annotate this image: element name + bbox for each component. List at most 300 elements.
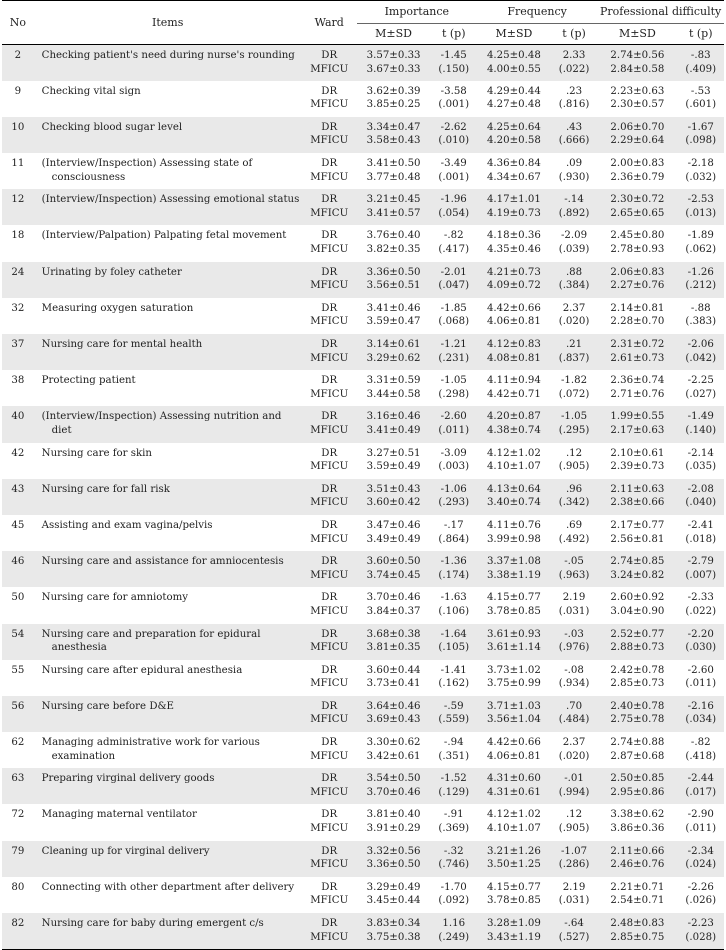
difficulty-msd-line2: 2.30±0.57 [610, 99, 665, 111]
difficulty-tp-line2: (.034) [685, 714, 717, 726]
difficulty-msd-line1: 2.14±0.81 [610, 302, 665, 314]
header-importance-tp: t (p) [431, 24, 477, 45]
table-row [2, 81, 724, 117]
importance-tp-cell [431, 45, 477, 81]
importance-tp-line2: (.129) [438, 786, 470, 798]
ward-cell [302, 117, 357, 153]
importance-msd-cell [357, 81, 431, 117]
importance-msd-cell [357, 479, 431, 515]
frequency-tp-cell [551, 913, 597, 949]
difficulty-tp-line1: -1.67 [687, 121, 714, 133]
frequency-msd-cell [477, 768, 551, 804]
importance-msd-line2: 3.60±0.42 [366, 497, 421, 509]
frequency-msd-cell [477, 153, 551, 189]
item-cell [34, 117, 302, 153]
difficulty-tp-line1: -2.23 [687, 918, 714, 929]
item-cell [34, 877, 302, 913]
difficulty-tp-cell [677, 370, 724, 406]
importance-msd-line1: 3.68±0.38 [366, 628, 421, 640]
difficulty-tp-line2: (.030) [685, 642, 717, 654]
ward-cell [302, 189, 357, 225]
frequency-tp-cell [551, 298, 597, 334]
difficulty-msd-line1: 2.00±0.83 [610, 158, 665, 170]
frequency-msd-line1: 3.71±1.03 [486, 700, 541, 712]
difficulty-msd-cell [597, 45, 677, 81]
ward-line1: DR [321, 266, 338, 278]
frequency-tp-line1: .69 [565, 519, 583, 531]
frequency-msd-cell [477, 913, 551, 949]
difficulty-msd-line1: 1.99±0.55 [610, 411, 665, 423]
importance-tp-cell [431, 189, 477, 225]
difficulty-msd-line2: 2.95±0.86 [610, 786, 665, 798]
header-ward: Ward [302, 1, 357, 45]
importance-msd-line1: 3.60±0.50 [366, 556, 421, 568]
difficulty-msd-cell [597, 370, 677, 406]
frequency-tp-cell [551, 334, 597, 370]
data-table [2, 0, 724, 950]
difficulty-msd-line2: 2.71±0.76 [610, 388, 665, 400]
frequency-tp-line1: .43 [565, 121, 583, 133]
frequency-tp-line2: (.934) [558, 678, 590, 690]
row-number: 10 [2, 117, 34, 153]
frequency-msd-line2: 3.40±0.74 [486, 497, 541, 509]
importance-msd-line1: 3.57±0.33 [366, 50, 421, 61]
importance-tp-line1: -1.05 [440, 375, 467, 387]
frequency-msd-line1: 4.12±0.83 [486, 339, 541, 350]
importance-tp-line2: (.369) [438, 823, 470, 835]
ward-cell [302, 877, 357, 913]
difficulty-tp-cell [677, 877, 724, 913]
importance-tp-line1: -1.63 [440, 592, 467, 604]
importance-msd-cell [357, 913, 431, 949]
table-row [2, 298, 724, 334]
row-number: 38 [11, 375, 25, 387]
difficulty-msd-line1: 3.38±0.62 [610, 809, 665, 821]
item-label: Checking patient's need during nurse's rounding [41, 50, 295, 61]
difficulty-tp-line1: -1.89 [687, 230, 714, 242]
frequency-msd-cell [477, 624, 551, 660]
importance-msd-line1: 3.83±0.34 [366, 918, 421, 929]
table-row [2, 370, 724, 406]
importance-msd-line1: 3.76±0.40 [366, 230, 421, 242]
item-cell [34, 696, 302, 732]
ward-line2: MFICU [310, 895, 349, 907]
difficulty-tp-line2: (.040) [685, 497, 717, 509]
frequency-tp-line2: (.837) [558, 352, 590, 364]
difficulty-msd-cell [597, 334, 677, 370]
frequency-msd-line2: 4.27±0.48 [486, 99, 541, 111]
ward-line1: DR [321, 700, 338, 712]
importance-msd-line2: 3.36±0.50 [366, 859, 421, 871]
frequency-tp-line2: (.905) [558, 461, 590, 473]
difficulty-tp-line2: (.022) [685, 605, 717, 617]
frequency-tp-line2: (.384) [558, 280, 590, 292]
frequency-tp-line1: 2.37 [562, 737, 586, 749]
frequency-tp-line2: (.976) [558, 642, 590, 654]
ward-cell [302, 406, 357, 442]
difficulty-msd-line2: 2.36±0.79 [610, 171, 665, 183]
importance-msd-cell [357, 515, 431, 551]
importance-msd-cell [357, 298, 431, 334]
difficulty-msd-line1: 2.52±0.77 [610, 628, 665, 640]
importance-tp-line1: -1.41 [440, 664, 467, 676]
importance-tp-cell [431, 913, 477, 949]
frequency-tp-line2: (.994) [558, 786, 590, 798]
frequency-msd-cell [477, 841, 551, 877]
item-cell [34, 841, 302, 877]
item-cell [34, 262, 302, 298]
frequency-tp-line1: -1.07 [560, 845, 588, 857]
frequency-tp-cell [551, 370, 597, 406]
difficulty-msd-cell [597, 153, 677, 189]
importance-tp-line1: -1.45 [440, 50, 467, 61]
frequency-msd-line2: 4.00±0.55 [486, 63, 541, 75]
importance-tp-line2: (.001) [438, 171, 470, 183]
difficulty-msd-line2: 3.86±0.36 [610, 823, 665, 835]
difficulty-msd-line2: 2.87±0.68 [610, 750, 665, 762]
importance-tp-line1: -.59 [443, 700, 464, 712]
ward-line2: MFICU [310, 714, 349, 726]
importance-tp-line2: (.105) [438, 642, 470, 654]
difficulty-tp-cell [677, 479, 724, 515]
ward-line2: MFICU [310, 99, 349, 111]
frequency-tp-cell [551, 117, 597, 153]
difficulty-msd-cell [597, 624, 677, 660]
item-label: Managing maternal ventilator [41, 809, 197, 821]
difficulty-msd-line1: 2.42±0.78 [610, 664, 665, 676]
frequency-msd-line1: 3.21±1.26 [486, 845, 541, 857]
row-number: 18 [11, 230, 25, 242]
frequency-tp-line1: .12 [565, 447, 583, 459]
frequency-msd-line1: 4.12±1.02 [486, 809, 541, 821]
importance-tp-line2: (.162) [438, 678, 470, 690]
difficulty-tp-cell [677, 624, 724, 660]
row-number: 62 [11, 737, 25, 749]
ward-line1: DR [321, 845, 338, 857]
difficulty-tp-line2: (.011) [685, 678, 717, 690]
frequency-tp-line1: 2.19 [562, 592, 586, 604]
table-row [2, 660, 724, 696]
difficulty-tp-cell [677, 406, 724, 442]
frequency-msd-line2: 3.38±1.19 [486, 569, 541, 581]
row-number: 24 [2, 262, 34, 298]
frequency-msd-cell [477, 334, 551, 370]
frequency-tp-line2: (.039) [558, 244, 590, 256]
importance-tp-line2: (.864) [438, 533, 470, 545]
difficulty-msd-line2: 3.04±0.90 [610, 605, 665, 617]
importance-tp-line2: (.351) [438, 750, 470, 762]
frequency-tp-line2: (.930) [558, 171, 590, 183]
frequency-msd-cell [477, 45, 551, 81]
difficulty-tp-line2: (.140) [685, 424, 717, 436]
frequency-msd-line1: 4.13±0.64 [486, 483, 541, 495]
difficulty-msd-line1: 2.10±0.61 [610, 447, 665, 459]
difficulty-msd-line2: 2.56±0.81 [610, 533, 665, 545]
frequency-tp-line2: (.286) [558, 859, 590, 871]
frequency-msd-cell [477, 587, 551, 623]
importance-tp-cell [431, 117, 477, 153]
difficulty-tp-line1: -.83 [690, 50, 711, 61]
importance-msd-cell [357, 225, 431, 261]
frequency-msd-line1: 4.42±0.66 [486, 737, 541, 749]
difficulty-tp-cell [677, 696, 724, 732]
importance-msd-line1: 3.31±0.59 [366, 375, 421, 387]
importance-tp-cell [431, 515, 477, 551]
ward-line1: DR [321, 737, 338, 749]
frequency-msd-line2: 4.08±0.81 [486, 352, 541, 364]
importance-tp-line1: -1.52 [440, 773, 467, 785]
importance-tp-cell [431, 479, 477, 515]
header-professional-difficulty: Professional difficulty [597, 1, 724, 24]
item-label: Cleaning up for virginal delivery [41, 845, 210, 857]
row-number: 12 [2, 189, 34, 225]
importance-msd-line1: 3.54±0.50 [366, 773, 421, 785]
difficulty-tp-cell [677, 443, 724, 479]
ward-line2: MFICU [310, 859, 349, 871]
difficulty-msd-line2: 2.54±0.71 [610, 895, 665, 907]
difficulty-tp-cell [677, 117, 724, 153]
frequency-msd-line2: 3.61±1.14 [486, 642, 541, 654]
frequency-tp-line1: 2.37 [562, 302, 586, 314]
ward-cell [302, 660, 357, 696]
frequency-tp-line1: -1.82 [560, 375, 588, 387]
frequency-msd-line2: 3.56±1.04 [486, 714, 541, 726]
frequency-tp-cell [551, 262, 597, 298]
importance-msd-line1: 3.32±0.56 [366, 845, 421, 857]
header-items: Items [34, 1, 302, 45]
importance-msd-line2: 3.56±0.51 [366, 280, 421, 292]
frequency-msd-line1: 4.20±0.87 [486, 411, 541, 423]
frequency-msd-line1: 3.28±1.09 [486, 918, 541, 929]
ward-cell [302, 298, 357, 334]
frequency-msd-line2: 4.42±0.71 [486, 388, 541, 400]
item-label: Nursing care for amniotomy [41, 592, 189, 604]
importance-msd-line2: 3.69±0.43 [366, 714, 421, 726]
importance-tp-line1: -2.62 [440, 121, 467, 133]
table-row [2, 624, 724, 660]
row-number: 37 [2, 334, 34, 370]
importance-msd-line2: 3.45±0.44 [366, 895, 421, 907]
row-number: 43 [2, 479, 34, 515]
frequency-msd-cell [477, 406, 551, 442]
item-label: Measuring oxygen saturation [41, 302, 194, 314]
difficulty-tp-line1: -2.16 [687, 700, 714, 712]
frequency-tp-line2: (.892) [558, 207, 590, 219]
frequency-msd-line1: 4.12±1.02 [486, 447, 541, 459]
ward-line1: DR [321, 773, 338, 785]
item-label: Urinating by foley catheter [41, 266, 182, 278]
ward-line2: MFICU [310, 135, 349, 147]
difficulty-msd-line1: 2.48±0.83 [610, 918, 665, 929]
table-row [2, 696, 724, 732]
difficulty-tp-line1: -2.44 [687, 773, 714, 785]
frequency-tp-cell [551, 696, 597, 732]
frequency-msd-cell [477, 696, 551, 732]
difficulty-tp-line2: (.032) [685, 171, 717, 183]
frequency-msd-cell [477, 804, 551, 840]
difficulty-msd-cell [597, 877, 677, 913]
ward-line1: DR [321, 664, 338, 676]
frequency-tp-line1: -2.09 [560, 230, 588, 242]
item-label: (Interview/Palpation) Palpating fetal movement [41, 230, 287, 242]
importance-tp-line2: (.011) [438, 424, 470, 436]
difficulty-tp-cell [677, 81, 724, 117]
item-cell [34, 334, 302, 370]
frequency-tp-line2: (.492) [558, 533, 590, 545]
frequency-msd-line2: 4.10±1.07 [486, 823, 541, 835]
frequency-msd-cell [477, 262, 551, 298]
ward-cell [302, 45, 357, 81]
ward-cell [302, 225, 357, 261]
item-cell [34, 913, 302, 949]
difficulty-tp-line1: -1.49 [687, 411, 714, 423]
row-number: 80 [11, 881, 25, 893]
difficulty-tp-line1: -.82 [690, 737, 711, 749]
importance-tp-line2: (.174) [438, 569, 470, 581]
ward-line1: DR [321, 918, 338, 929]
difficulty-msd-cell [597, 406, 677, 442]
ward-line1: DR [321, 230, 338, 242]
item-label: Checking vital sign [41, 85, 141, 97]
frequency-msd-cell [477, 479, 551, 515]
header-frequency: Frequency [477, 1, 597, 24]
frequency-msd-line1: 4.25±0.64 [486, 121, 541, 133]
importance-msd-cell [357, 189, 431, 225]
table-row [2, 443, 724, 479]
frequency-msd-line1: 4.15±0.77 [486, 592, 541, 604]
frequency-msd-line2: 3.75±0.99 [486, 678, 541, 690]
ward-line2: MFICU [310, 678, 349, 690]
item-cell [34, 804, 302, 840]
ward-cell [302, 262, 357, 298]
importance-msd-line2: 3.49±0.49 [366, 533, 421, 545]
difficulty-tp-line2: (.383) [685, 316, 717, 328]
table-row [2, 334, 724, 370]
frequency-tp-cell [551, 515, 597, 551]
difficulty-msd-cell [597, 443, 677, 479]
difficulty-tp-line2: (.212) [685, 280, 717, 292]
frequency-tp-line1: .23 [565, 85, 583, 97]
frequency-tp-line1: .12 [565, 809, 583, 821]
ward-cell [302, 551, 357, 587]
row-number: 32 [11, 302, 25, 314]
difficulty-tp-line1: -2.79 [687, 556, 714, 568]
difficulty-msd-cell [597, 768, 677, 804]
item-label: (Interview/Inspection) Assessing emotional status [41, 194, 300, 206]
importance-tp-line2: (.068) [438, 316, 470, 328]
frequency-tp-line2: (.963) [558, 569, 590, 581]
difficulty-tp-line1: -.53 [690, 85, 711, 97]
importance-tp-line2: (.298) [438, 388, 470, 400]
importance-tp-line1: -1.64 [440, 628, 467, 640]
importance-tp-line2: (.746) [438, 859, 470, 871]
ward-cell [302, 587, 357, 623]
difficulty-tp-cell [677, 189, 724, 225]
item-label: (Interview/Inspection) Assessing state of consciousness [41, 158, 253, 183]
importance-tp-cell [431, 768, 477, 804]
difficulty-msd-line2: 2.46±0.76 [610, 859, 665, 871]
frequency-tp-cell [551, 479, 597, 515]
difficulty-msd-line1: 2.50±0.85 [610, 773, 665, 785]
ward-line2: MFICU [310, 280, 349, 292]
importance-tp-line1: -2.60 [440, 411, 467, 423]
ward-cell [302, 768, 357, 804]
importance-tp-cell [431, 732, 477, 768]
header-importance-msd: M±SD [357, 24, 431, 45]
importance-tp-cell [431, 877, 477, 913]
ward-line1: DR [321, 158, 338, 170]
difficulty-msd-line2: 2.29±0.64 [610, 135, 665, 147]
difficulty-tp-cell [677, 45, 724, 81]
difficulty-tp-cell [677, 732, 724, 768]
difficulty-tp-cell [677, 551, 724, 587]
importance-tp-cell [431, 334, 477, 370]
importance-msd-line2: 3.70±0.46 [366, 786, 421, 798]
difficulty-tp-cell [677, 298, 724, 334]
item-label: Checking blood sugar level [41, 121, 183, 133]
importance-msd-line2: 3.75±0.38 [366, 931, 421, 943]
ward-cell [302, 479, 357, 515]
row-number: 63 [2, 768, 34, 804]
difficulty-msd-line2: 2.85±0.73 [610, 678, 665, 690]
importance-tp-line1: -3.49 [440, 158, 467, 170]
difficulty-msd-line1: 2.45±0.80 [610, 230, 665, 242]
difficulty-msd-line2: 2.17±0.63 [610, 424, 665, 436]
item-cell [34, 153, 302, 189]
difficulty-msd-line1: 2.30±0.72 [610, 194, 665, 206]
importance-tp-cell [431, 153, 477, 189]
importance-msd-line1: 3.60±0.44 [366, 664, 421, 676]
header-difficulty-msd: M±SD [597, 24, 677, 45]
difficulty-msd-cell [597, 732, 677, 768]
frequency-tp-line2: (.816) [558, 99, 590, 111]
ward-line1: DR [321, 519, 338, 531]
table-header [2, 1, 724, 45]
ward-line2: MFICU [310, 605, 349, 617]
row-number: 55 [11, 664, 25, 676]
difficulty-tp-line1: -2.14 [687, 447, 714, 459]
ward-line1: DR [321, 881, 338, 893]
difficulty-tp-line1: -2.53 [687, 194, 714, 206]
difficulty-tp-cell [677, 587, 724, 623]
importance-tp-line1: -.32 [443, 845, 464, 857]
importance-msd-line2: 3.29±0.62 [366, 352, 421, 364]
item-label: Nursing care for fall risk [41, 483, 170, 495]
header-difficulty-tp: t (p) [677, 24, 724, 45]
ward-line2: MFICU [310, 931, 349, 943]
importance-tp-cell [431, 298, 477, 334]
frequency-tp-line1: -1.05 [560, 411, 588, 423]
table-row [2, 117, 724, 153]
importance-msd-line2: 3.84±0.37 [366, 605, 421, 617]
frequency-tp-line2: (.020) [558, 750, 590, 762]
difficulty-msd-line2: 2.61±0.73 [610, 352, 665, 364]
difficulty-msd-cell [597, 660, 677, 696]
difficulty-tp-cell [677, 334, 724, 370]
importance-msd-line2: 3.73±0.41 [366, 678, 421, 690]
importance-msd-line2: 3.59±0.47 [366, 316, 421, 328]
frequency-msd-line1: 4.21±0.73 [486, 266, 541, 278]
importance-msd-line2: 3.58±0.43 [366, 135, 421, 147]
ward-cell [302, 696, 357, 732]
difficulty-tp-cell [677, 515, 724, 551]
ward-line2: MFICU [310, 533, 349, 545]
frequency-tp-cell [551, 189, 597, 225]
row-number: 46 [2, 551, 34, 587]
item-label: Nursing care and assistance for amniocentesis [41, 556, 284, 568]
difficulty-msd-line2: 2.27±0.76 [610, 280, 665, 292]
difficulty-msd-line2: 3.24±0.82 [610, 569, 665, 581]
